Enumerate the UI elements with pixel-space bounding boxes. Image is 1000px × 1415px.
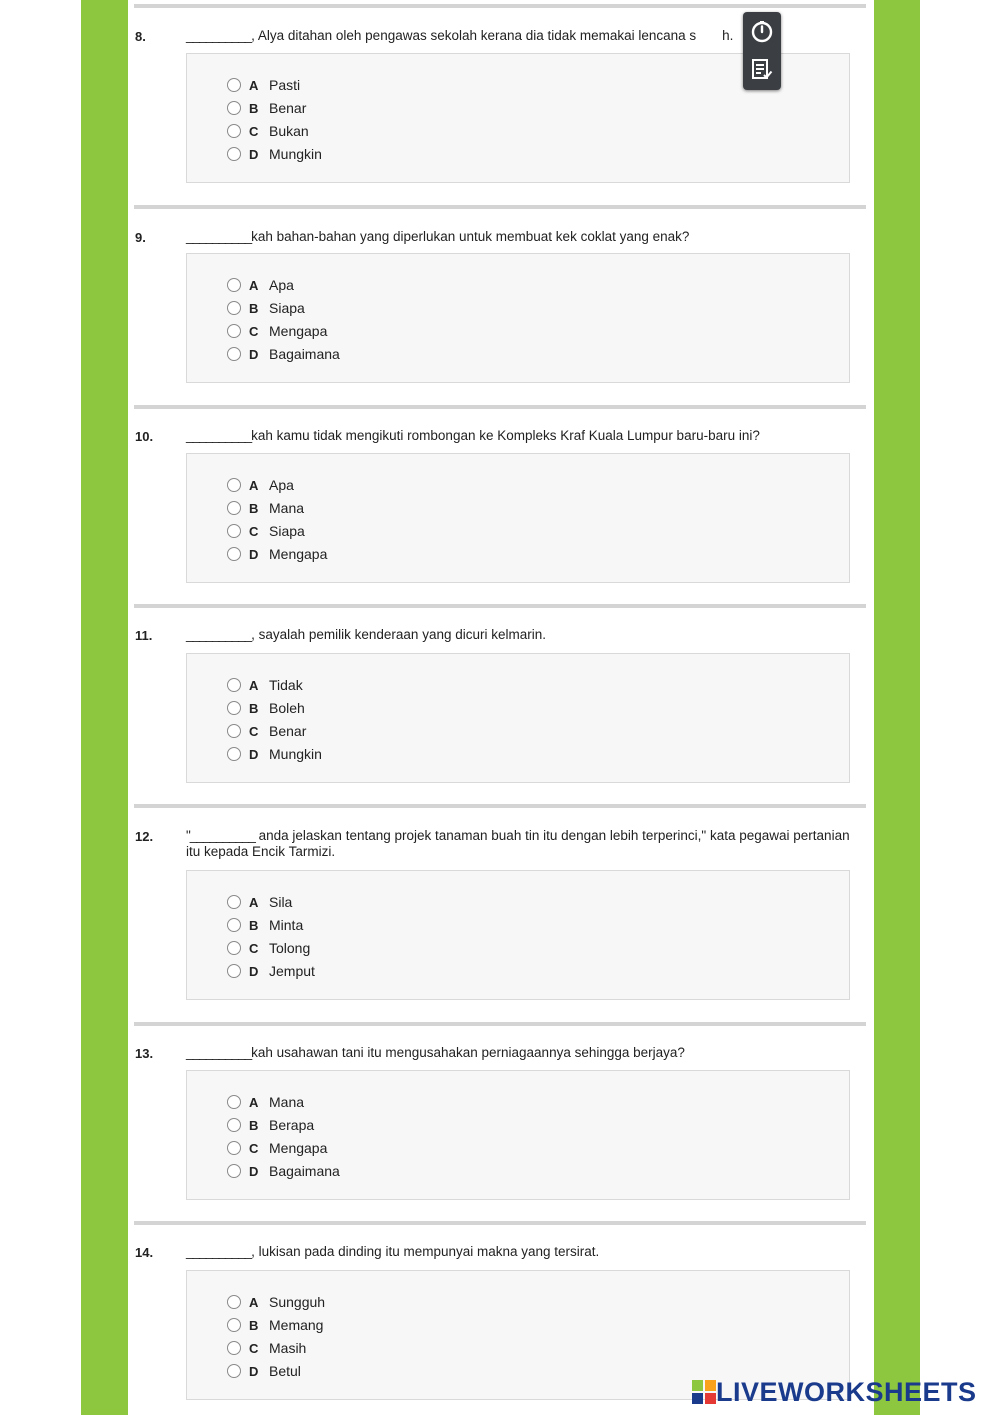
answer-options-box — [186, 1070, 850, 1200]
radio-button[interactable] — [227, 1364, 241, 1378]
radio-button[interactable] — [227, 124, 241, 138]
option-c[interactable] — [227, 1139, 327, 1157]
option-letter: A — [249, 1094, 259, 1110]
question-text — [186, 1045, 854, 1061]
answer-blank: __________ — [186, 1045, 252, 1060]
radio-button[interactable] — [227, 278, 241, 292]
worksheet-page — [128, 0, 874, 1415]
question-divider — [134, 4, 866, 8]
answer-blank: "__________ — [186, 828, 255, 843]
option-a[interactable] — [227, 1093, 304, 1111]
option-c[interactable] — [227, 1339, 306, 1357]
option-text: Bagaimana — [269, 1163, 340, 1179]
option-letter: D — [249, 1363, 259, 1379]
option-d[interactable] — [227, 345, 340, 363]
option-text: Apa — [269, 477, 294, 493]
question-divider — [134, 804, 866, 808]
option-d[interactable] — [227, 1162, 340, 1180]
question-divider — [134, 604, 866, 608]
radio-button[interactable] — [227, 964, 241, 978]
option-text: Berapa — [269, 1117, 315, 1133]
option-text: Tidak — [269, 677, 303, 693]
option-text: Mungkin — [269, 146, 322, 162]
radio-button[interactable] — [227, 678, 241, 692]
radio-button[interactable] — [227, 724, 241, 738]
radio-button[interactable] — [227, 347, 241, 361]
option-letter: D — [249, 546, 259, 562]
radio-button[interactable] — [227, 895, 241, 909]
option-text: Betul — [269, 1363, 301, 1379]
option-a[interactable] — [227, 1293, 325, 1311]
option-text: Mungkin — [269, 746, 322, 762]
answer-options-box — [186, 253, 850, 383]
question-text-content: kah usahawan tani itu mengusahakan perniagaannya sehingga berjaya? — [251, 1045, 685, 1060]
option-text: Sungguh — [269, 1294, 326, 1310]
option-letter: B — [249, 700, 259, 716]
answer-blank: __________ — [186, 627, 252, 642]
question-text-content: kah kamu tidak mengikuti rombongan ke Kompleks Kraf Kuala Lumpur baru-baru ini? — [251, 428, 760, 443]
option-letter: A — [249, 1294, 259, 1310]
radio-button[interactable] — [227, 478, 241, 492]
option-letter: B — [249, 100, 259, 116]
answer-blank: __________ — [186, 1244, 252, 1259]
question-text-content: , sayalah pemilik kenderaan yang dicuri kelmarin. — [251, 627, 546, 642]
radio-button[interactable] — [227, 1318, 241, 1332]
answer-blank: __________ — [186, 428, 252, 443]
left-green-frame — [81, 0, 128, 1415]
option-text: Mana — [269, 1094, 305, 1110]
option-letter: B — [249, 500, 259, 516]
radio-button[interactable] — [227, 918, 241, 932]
option-text: Tolong — [269, 940, 311, 956]
option-c[interactable] — [227, 322, 327, 340]
option-letter: C — [249, 323, 259, 339]
option-letter: B — [249, 1117, 259, 1133]
option-b[interactable] — [227, 499, 304, 517]
option-text: Pasti — [269, 77, 301, 93]
option-c[interactable] — [227, 939, 310, 957]
option-text: Sila — [269, 894, 293, 910]
question-number: 10. — [135, 429, 154, 444]
option-text: Benar — [269, 723, 307, 739]
radio-button[interactable] — [227, 101, 241, 115]
option-text: Memang — [269, 1317, 324, 1333]
question-text — [186, 229, 854, 245]
option-text: Minta — [269, 917, 304, 933]
timer-icon — [750, 20, 774, 44]
radio-button[interactable] — [227, 301, 241, 315]
option-text: Apa — [269, 277, 294, 293]
question-text-content: kah bahan-bahan yang diperlukan untuk membuat kek coklat yang enak? — [251, 229, 690, 244]
option-letter: C — [249, 940, 259, 956]
option-c[interactable] — [227, 522, 305, 540]
answer-blank: __________ — [186, 229, 252, 244]
option-d[interactable] — [227, 962, 315, 980]
radio-button[interactable] — [227, 501, 241, 515]
option-letter: D — [249, 963, 259, 979]
checklist-icon — [750, 57, 774, 81]
checklist-button[interactable] — [747, 54, 777, 84]
question-divider — [134, 1022, 866, 1026]
option-letter: C — [249, 723, 259, 739]
option-letter: D — [249, 746, 259, 762]
question-text-content: , lukisan pada dinding itu mempunyai makna yang tersirat. — [251, 1244, 600, 1259]
option-letter: B — [249, 1317, 259, 1333]
question-text — [186, 1244, 854, 1260]
option-d[interactable] — [227, 1362, 301, 1380]
option-c[interactable] — [227, 722, 306, 740]
radio-button[interactable] — [227, 701, 241, 715]
liveworksheets-logo[interactable] — [692, 1376, 977, 1408]
option-a[interactable] — [227, 76, 300, 94]
right-green-frame — [874, 0, 920, 1415]
option-text: Mengapa — [269, 1140, 328, 1156]
option-text: Masih — [269, 1340, 307, 1356]
brand-name: LIVEWORKSHEETS — [716, 1377, 977, 1407]
radio-button[interactable] — [227, 1141, 241, 1155]
question-text — [186, 828, 854, 860]
radio-button[interactable] — [227, 147, 241, 161]
option-text: Mengapa — [269, 323, 328, 339]
option-text: Bukan — [269, 123, 309, 139]
question-number: 8. — [135, 29, 146, 44]
option-d[interactable] — [227, 545, 327, 563]
option-text: Jemput — [269, 963, 315, 979]
liveworksheets-logo-icon — [692, 1380, 716, 1404]
option-letter: C — [249, 1340, 259, 1356]
question-number: 13. — [135, 1046, 154, 1061]
option-text: Boleh — [269, 700, 305, 716]
option-letter: A — [249, 277, 259, 293]
question-text-tail: h. — [722, 28, 734, 43]
option-b[interactable] — [227, 699, 305, 717]
option-a[interactable] — [227, 893, 292, 911]
question-number: 9. — [135, 230, 146, 245]
option-b[interactable] — [227, 1116, 314, 1134]
radio-button[interactable] — [227, 747, 241, 761]
radio-button[interactable] — [227, 78, 241, 92]
question-divider — [134, 205, 866, 209]
option-c[interactable] — [227, 122, 309, 140]
question-number: 14. — [135, 1245, 154, 1260]
option-letter: A — [249, 477, 259, 493]
option-letter: A — [249, 894, 259, 910]
question-text-content: anda jelaskan tentang projek tanaman buah tin itu dengan lebih terperinci," kata pegawai pertanian itu kepada Encik Tarmizi. — [186, 828, 850, 859]
radio-button[interactable] — [227, 1341, 241, 1355]
radio-button[interactable] — [227, 1164, 241, 1178]
option-letter: A — [249, 677, 259, 693]
option-text: Bagaimana — [269, 346, 340, 362]
radio-button[interactable] — [227, 941, 241, 955]
radio-button[interactable] — [227, 324, 241, 338]
radio-button[interactable] — [227, 547, 241, 561]
option-text: Mana — [269, 500, 305, 516]
option-letter: C — [249, 523, 259, 539]
answer-options-box — [186, 653, 850, 783]
option-a[interactable] — [227, 476, 294, 494]
option-a[interactable] — [227, 276, 294, 294]
question-text-content: , Alya ditahan oleh pengawas sekolah kerana dia tidak memakai lencana s — [251, 28, 697, 43]
option-letter: A — [249, 77, 259, 93]
option-b[interactable] — [227, 99, 306, 117]
question-divider — [134, 405, 866, 409]
option-letter: B — [249, 300, 259, 316]
radio-button[interactable] — [227, 1118, 241, 1132]
option-letter: D — [249, 1163, 259, 1179]
option-text: Benar — [269, 100, 307, 116]
radio-button[interactable] — [227, 524, 241, 538]
question-number: 12. — [135, 829, 154, 844]
question-number: 11. — [135, 628, 153, 643]
option-letter: D — [249, 346, 259, 362]
radio-button[interactable] — [227, 1295, 241, 1309]
answer-blank: __________ — [186, 28, 252, 43]
option-d[interactable] — [227, 745, 322, 763]
option-text: Mengapa — [269, 546, 328, 562]
answer-options-box — [186, 453, 850, 583]
timer-button[interactable] — [747, 17, 777, 47]
floating-tool-panel — [743, 12, 781, 90]
option-letter: C — [249, 1140, 259, 1156]
option-letter: B — [249, 917, 259, 933]
option-letter: D — [249, 146, 259, 162]
option-b[interactable] — [227, 299, 305, 317]
radio-button[interactable] — [227, 1095, 241, 1109]
option-letter: C — [249, 123, 259, 139]
option-d[interactable] — [227, 145, 322, 163]
option-b[interactable] — [227, 916, 303, 934]
option-text: Siapa — [269, 300, 305, 316]
question-divider — [134, 1221, 866, 1225]
question-text — [186, 428, 854, 444]
answer-options-box — [186, 870, 850, 1000]
option-text: Siapa — [269, 523, 305, 539]
option-b[interactable] — [227, 1316, 323, 1334]
option-a[interactable] — [227, 676, 303, 694]
question-text — [186, 627, 854, 643]
